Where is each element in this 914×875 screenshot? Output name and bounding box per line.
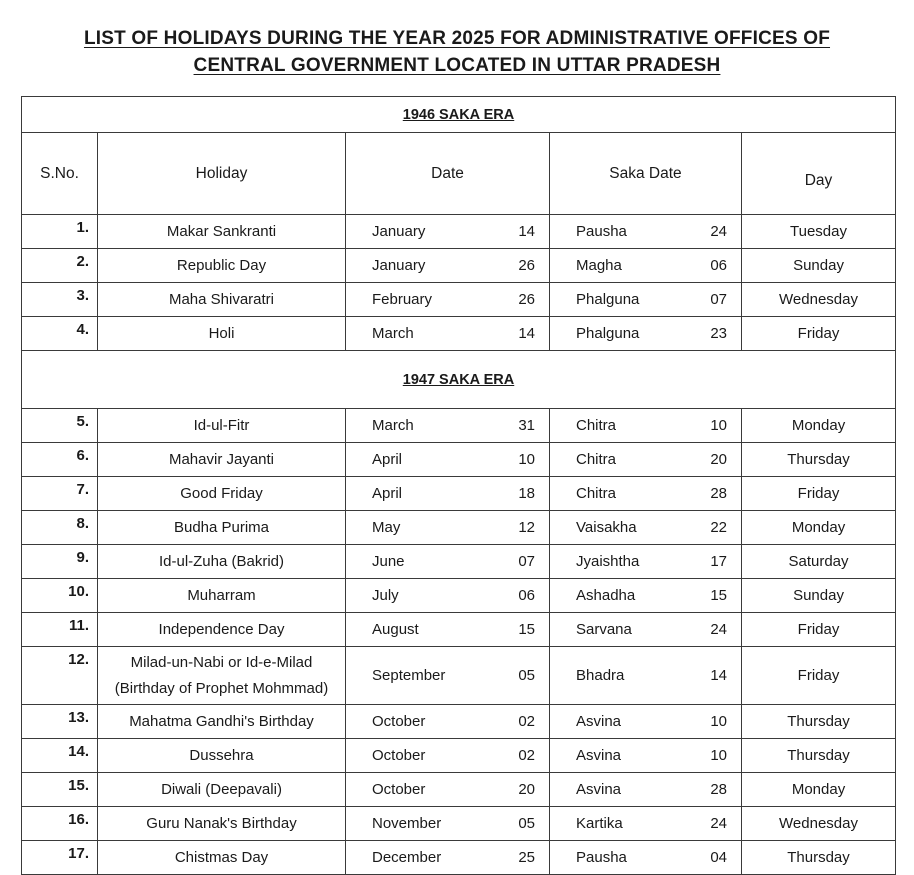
row-date [346,613,550,647]
row-day [742,249,896,283]
sno-text: 9. [76,549,89,566]
row-holiday [98,807,346,841]
row-holiday [98,739,346,773]
table-row [22,511,896,545]
saka-month: Chitra [576,485,617,502]
row-sno [22,409,98,443]
sno-text: 7. [76,481,89,498]
row-sno [22,545,98,579]
holiday-name-line-2: (Birthday of Prophet Mohmmad) [114,679,329,697]
row-saka-date [550,511,742,545]
date-day: 15 [518,621,535,638]
weekday: Thursday [787,451,850,468]
row-date [346,773,550,807]
saka-month: Pausha [576,849,627,866]
date-month: September [372,667,446,684]
weekday: Friday [797,667,840,684]
row-date [346,739,550,773]
table-row [22,647,896,705]
table-row [22,705,896,739]
holiday-name: Guru Nanak's Birthday [146,815,297,832]
saka-month: Chitra [576,417,617,434]
row-day [742,705,896,739]
date-month: August [372,621,419,638]
sno-text: 6. [76,447,89,464]
row-day [742,443,896,477]
row-day [742,409,896,443]
era-heading-text: 1947 SAKA ERA [402,371,515,388]
weekday: Saturday [788,553,849,570]
row-date [346,283,550,317]
sno-text: 8. [76,515,89,532]
holiday-name: Chistmas Day [174,849,269,866]
date-day: 14 [518,223,535,240]
row-saka-date [550,545,742,579]
table-row [22,579,896,613]
row-day [742,317,896,351]
row-holiday [98,647,346,705]
row-holiday [98,283,346,317]
table-row [22,283,896,317]
row-saka-date [550,283,742,317]
saka-month: Bhadra [576,667,625,684]
date-day: 07 [518,553,535,570]
saka-day: 10 [710,713,727,730]
row-day [742,807,896,841]
sno-text: 10. [68,583,89,600]
sno-text: 4. [76,321,89,338]
row-sno [22,613,98,647]
row-holiday [98,317,346,351]
weekday: Monday [791,417,846,434]
row-holiday [98,249,346,283]
weekday: Friday [797,621,840,638]
row-day [742,739,896,773]
date-day: 10 [518,451,535,468]
era-heading: 1946 SAKA ERA [22,97,896,133]
table-row [22,317,896,351]
saka-day: 07 [710,291,727,308]
row-holiday [98,773,346,807]
saka-day: 22 [710,519,727,536]
sno-text: 12. [68,651,89,668]
row-saka-date [550,477,742,511]
era-row-1947 [22,351,896,409]
row-sno [22,773,98,807]
table-row [22,409,896,443]
date-day: 12 [518,519,535,536]
row-sno [22,511,98,545]
weekday: Tuesday [790,223,847,240]
row-day [742,511,896,545]
row-date [346,249,550,283]
date-month: June [372,553,405,570]
row-saka-date [550,739,742,773]
saka-day: 04 [710,849,727,866]
row-saka-date [550,705,742,739]
row-date [346,545,550,579]
row-holiday [98,579,346,613]
row-sno [22,807,98,841]
saka-month: Pausha [576,223,627,240]
row-date [346,409,550,443]
era-heading [22,351,896,409]
row-sno [22,215,98,249]
row-day [742,545,896,579]
date-day: 26 [518,257,535,274]
saka-day: 10 [710,747,727,764]
row-day [742,477,896,511]
saka-day: 24 [710,621,727,638]
date-month: April [372,485,403,502]
row-saka-date [550,647,742,705]
row-sno [22,739,98,773]
row-day [742,647,896,705]
row-holiday [98,443,346,477]
holiday-name: Republic Day [176,257,267,274]
weekday: Thursday [787,713,850,730]
saka-month: Vaisakha [576,519,637,536]
row-sno [22,579,98,613]
row-saka-date [550,215,742,249]
holiday-name: Milad-un-Nabi or Id-e-Milad [130,653,313,671]
row-saka-date [550,613,742,647]
row-date [346,511,550,545]
holiday-name: Muharram [187,587,256,604]
header-day: Day [742,133,896,215]
saka-day: 17 [710,553,727,570]
table-row [22,773,896,807]
row-saka-date [550,443,742,477]
saka-month: Magha [576,257,622,274]
holiday-name: Diwali (Deepavali) [161,781,282,798]
row-day [742,283,896,317]
row-sno [22,283,98,317]
saka-day: 24 [710,815,727,832]
row-holiday [98,477,346,511]
sno-text: 5. [76,413,89,430]
date-month: March [372,325,414,342]
table-row [22,613,896,647]
table-row [22,545,896,579]
header-holiday: Holiday [98,133,346,215]
row-holiday [98,705,346,739]
row-saka-date [550,249,742,283]
header-saka-date: Saka Date [550,133,742,215]
row-holiday [98,215,346,249]
saka-day: 10 [710,417,727,434]
holiday-name: Maha Shivaratri [168,291,275,308]
holiday-name: Id-ul-Fitr [193,417,250,434]
sno-text: 1. [76,219,89,236]
sno-text: 13. [68,709,89,726]
row-date [346,215,550,249]
row-day [742,613,896,647]
holiday-name: Holi [208,325,235,342]
date-day: 06 [518,587,535,604]
row-holiday [98,545,346,579]
holiday-name: Good Friday [180,485,263,502]
row-holiday [98,841,346,875]
saka-day: 24 [710,223,727,240]
row-day [742,773,896,807]
date-day: 18 [518,485,535,502]
row-sno [22,841,98,875]
sno-text: 3. [76,287,89,304]
row-date [346,579,550,613]
date-day: 26 [518,291,535,308]
sno-text: 15. [68,777,89,794]
row-date [346,317,550,351]
date-day: 31 [518,417,535,434]
era-row-1946 [22,97,896,133]
saka-month: Phalguna [576,291,640,308]
header-row [22,133,896,215]
date-month: January [372,223,426,240]
holiday-name: Mahavir Jayanti [168,451,275,468]
row-day [742,579,896,613]
saka-month: Sarvana [576,621,632,638]
row-sno [22,705,98,739]
holiday-name: Id-ul-Zuha (Bakrid) [158,553,285,570]
weekday: Sunday [793,257,844,274]
date-day: 20 [518,781,535,798]
sno-text: 17. [68,845,89,862]
saka-month: Kartika [576,815,623,832]
row-date [346,705,550,739]
holiday-name: Independence Day [158,621,285,638]
date-day: 05 [518,667,535,684]
row-saka-date [550,409,742,443]
saka-month: Jyaishtha [576,553,640,570]
date-month: March [372,417,414,434]
row-saka-date [550,841,742,875]
row-saka-date [550,317,742,351]
saka-day: 20 [710,451,727,468]
weekday: Sunday [793,587,844,604]
date-month: February [372,291,433,308]
weekday: Monday [791,781,846,798]
date-day: 14 [518,325,535,342]
saka-day: 06 [710,257,727,274]
holiday-name: Mahatma Gandhi's Birthday [129,713,314,730]
sno-text: 14. [68,743,89,760]
saka-month: Ashadha [576,587,636,604]
holiday-table [21,96,896,875]
weekday: Wednesday [779,291,858,308]
document-title-line-2: CENTRAL GOVERNMENT LOCATED IN UTTAR PRADESH [193,55,721,76]
row-date [346,477,550,511]
row-sno [22,317,98,351]
date-month: October [372,713,426,730]
sno-text: 2. [76,253,89,270]
holiday-name: Makar Sankranti [166,223,277,240]
header-sno: S.No. [22,133,98,215]
weekday: Thursday [787,849,850,866]
row-holiday [98,409,346,443]
saka-month: Asvina [576,747,622,764]
saka-month: Asvina [576,713,622,730]
saka-month: Chitra [576,451,617,468]
date-month: October [372,781,426,798]
saka-day: 28 [710,485,727,502]
date-day: 02 [518,747,535,764]
row-sno [22,477,98,511]
row-holiday [98,511,346,545]
weekday: Monday [791,519,846,536]
row-date [346,807,550,841]
date-month: April [372,451,403,468]
row-date [346,647,550,705]
row-date [346,841,550,875]
table-row [22,443,896,477]
date-month: May [372,519,401,536]
weekday: Friday [797,485,840,502]
date-month: October [372,747,426,764]
row-sno [22,249,98,283]
weekday: Wednesday [779,815,858,832]
date-day: 25 [518,849,535,866]
row-saka-date [550,579,742,613]
date-month: July [372,587,399,604]
saka-month: Asvina [576,781,622,798]
row-saka-date [550,807,742,841]
table-row [22,739,896,773]
row-sno [22,443,98,477]
row-day [742,841,896,875]
weekday: Friday [797,325,840,342]
saka-day: 15 [710,587,727,604]
header-date: Date [346,133,550,215]
table-row [22,841,896,875]
saka-month: Phalguna [576,325,640,342]
row-saka-date [550,773,742,807]
table-row [22,807,896,841]
date-day: 05 [518,815,535,832]
row-sno [22,647,98,705]
table-row [22,477,896,511]
holiday-name: Budha Purima [173,519,270,536]
date-month: November [372,815,442,832]
weekday: Thursday [787,747,850,764]
table-row [22,215,896,249]
date-day: 02 [518,713,535,730]
date-month: January [372,257,426,274]
saka-day: 14 [710,667,727,684]
document-title-line-1: LIST OF HOLIDAYS DURING THE YEAR 2025 FOR ADMINISTRATIVE OFFICES OF [83,28,831,49]
row-date [346,443,550,477]
holiday-name: Dussehra [189,747,254,764]
sno-text: 16. [68,811,89,828]
row-holiday [98,613,346,647]
sno-text: 11. [68,617,89,634]
table-row [22,249,896,283]
date-month: December [372,849,442,866]
row-day [742,215,896,249]
saka-day: 23 [710,325,727,342]
saka-day: 28 [710,781,727,798]
